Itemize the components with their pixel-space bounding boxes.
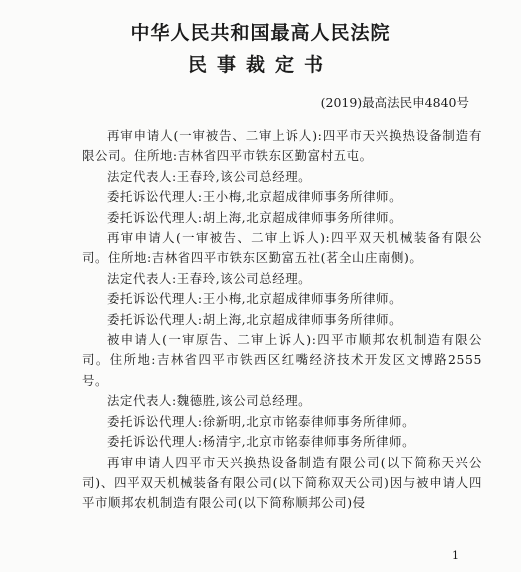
paragraph-applicant-2: 再审申请人(一审被告、二审上诉人):四平双天机械装备有限公司。住所地:吉林省四平市铁东区勤富五社(茗全山庄南侧)。 bbox=[82, 230, 482, 266]
paragraph-agent-1b: 委托诉讼代理人:胡上海,北京超成律师事务所律师。 bbox=[107, 209, 403, 225]
page-number: 1 bbox=[452, 549, 459, 562]
paragraph-agent-3b: 委托诉讼代理人:杨清宇,北京市铭泰律师事务所律师。 bbox=[107, 434, 416, 450]
document-body bbox=[82, 126, 482, 514]
paragraph-agent-1a: 委托诉讼代理人:王小梅,北京超成律师事务所律师。 bbox=[107, 189, 403, 205]
document-type-title: 民事裁定书 bbox=[187, 54, 333, 76]
paragraph-agent-3a: 委托诉讼代理人:徐新明,北京市铭泰律师事务所律师。 bbox=[107, 413, 416, 429]
paragraph-legal-rep-2: 法定代表人:王春玲,该公司总经理。 bbox=[107, 270, 312, 286]
paragraph-case-summary: 再审申请人四平市天兴换热设备制造有限公司(以下简称天兴公司)、四平双天机械装备有限公司(以下简称双天公司)因与被申请人四平市顺邦农机制造有限公司(以下简称顺邦公司)侵 bbox=[82, 454, 482, 511]
paragraph-applicant-1: 再审申请人(一审被告、二审上诉人):四平市天兴换热设备制造有限公司。住所地:吉林省四平市铁东区勤富村五屯。 bbox=[82, 128, 482, 164]
court-title: 中华人民共和国最高人民法院 bbox=[130, 22, 391, 44]
paragraph-legal-rep-1: 法定代表人:王春玲,该公司总经理。 bbox=[107, 168, 312, 184]
paragraph-respondent: 被申请人(一审原告、二审上诉人):四平市顺邦农机制造有限公司。住所地:吉林省四平市铁西区红嘴经济技术开发区文博路2555号。 bbox=[82, 332, 482, 388]
paragraph-legal-rep-3: 法定代表人:魏德胜,该公司总经理。 bbox=[107, 393, 312, 409]
case-number: (2019)最高法民申4840号 bbox=[320, 95, 469, 110]
paragraph-agent-2b: 委托诉讼代理人:胡上海,北京超成律师事务所律师。 bbox=[107, 311, 403, 327]
paragraph-agent-2a: 委托诉讼代理人:王小梅,北京超成律师事务所律师。 bbox=[107, 291, 403, 307]
